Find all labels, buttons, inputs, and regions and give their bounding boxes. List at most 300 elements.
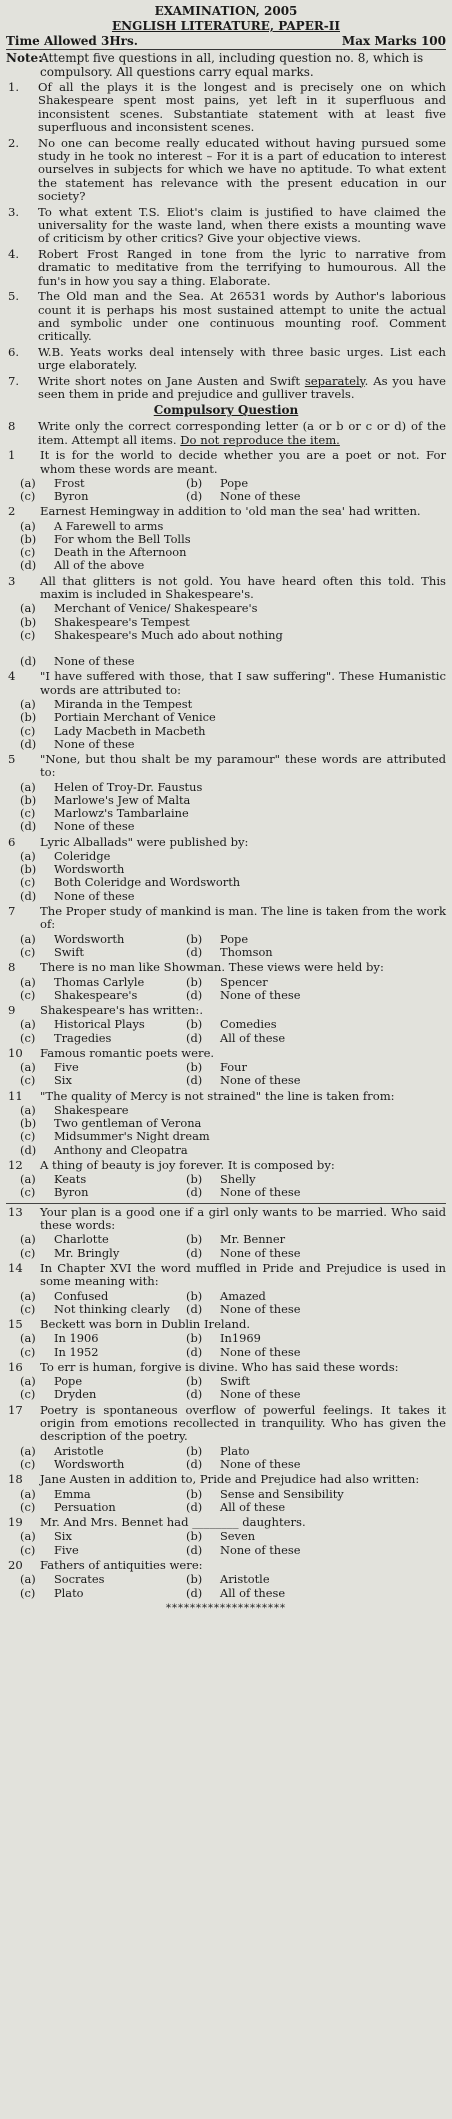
option-letter: (c)	[20, 627, 36, 642]
option-text: All of these	[220, 1499, 286, 1514]
option-text: Midsummer's Night dream	[54, 1129, 210, 1144]
option-row	[6, 1530, 446, 1543]
options	[6, 1488, 446, 1514]
question-text: Mr. And Mrs. Bennet had ________ daughters.	[40, 1515, 306, 1530]
question-item	[6, 137, 446, 204]
option-letter: (a)	[20, 1374, 36, 1389]
option-letter: (b)	[20, 614, 37, 629]
question-text: Jane Austen in addition to, Pride and Prejudice had also written:	[40, 1472, 420, 1487]
option-text: None of these	[220, 987, 301, 1002]
question-number: 19	[8, 1515, 23, 1530]
end-stars: ********************	[166, 1602, 286, 1614]
question-text: "I have suffered with those, that I saw suffering". These Humanistic words are attributed to:	[40, 669, 446, 697]
note-text: Attempt five questions in all, including question no. 8, which is compulsory. All questions carry equal marks.	[40, 51, 424, 79]
question-text-part: Write short notes on Jane Austen and Swift	[38, 373, 305, 388]
paper-title: ENGLISH LITERATURE, PAPER-II	[111, 19, 341, 33]
option-row	[6, 629, 446, 642]
question-number: 5.	[8, 289, 20, 304]
option-letter: (d)	[20, 819, 37, 834]
options	[6, 1375, 446, 1401]
options	[6, 1018, 446, 1044]
question-number: 8	[8, 960, 16, 975]
mcq-stem	[6, 670, 446, 697]
option-row	[6, 602, 446, 615]
mcq-stem	[6, 1361, 446, 1374]
question-number: 5	[8, 752, 16, 767]
option-text: Marlowe's Jew of Malta	[54, 793, 191, 808]
option-text: Mr. Benner	[220, 1232, 286, 1247]
mcq-item	[6, 1004, 446, 1045]
option-row	[6, 711, 446, 724]
question-number: 6	[8, 834, 16, 849]
option-letter: (a)	[20, 1443, 36, 1458]
option-letter: (b)	[20, 1116, 37, 1131]
option-letter: (a)	[20, 1572, 36, 1587]
question-item	[6, 81, 446, 135]
option-text: Coleridge	[54, 849, 111, 864]
time-allowed: Time Allowed 3Hrs.	[6, 34, 138, 48]
option-letter: (d)	[20, 1142, 37, 1157]
mcq-item	[6, 1047, 446, 1088]
mcq-item	[6, 505, 446, 572]
option-text: All of the above	[54, 558, 145, 573]
option-letter: (b)	[186, 1172, 203, 1187]
mcq-stem	[6, 1473, 446, 1486]
options	[6, 602, 446, 668]
option-text: Thomson	[220, 944, 273, 959]
option-row	[6, 989, 446, 1002]
option-letter: (a)	[20, 779, 36, 794]
option-text: Thomas Carlyle	[54, 974, 145, 989]
options	[6, 1104, 446, 1157]
option-letter: (b)	[186, 974, 203, 989]
option-text: None of these	[54, 736, 135, 751]
option-text: Charlotte	[54, 1232, 109, 1247]
options	[6, 781, 446, 834]
option-text: A Farewell to arms	[54, 518, 164, 533]
question-number: 8	[8, 419, 16, 434]
question-text: Your plan is a good one if a girl only wants to be married. Who said these words:	[40, 1204, 446, 1232]
option-text: Plato	[220, 1443, 250, 1458]
mcq-stem	[6, 1004, 446, 1017]
question-number: 9	[8, 1002, 16, 1017]
option-text: Helen of Troy-Dr. Faustus	[54, 779, 203, 794]
option-letter: (b)	[186, 1331, 203, 1346]
option-row	[6, 1290, 446, 1303]
option-text: All of these	[220, 1030, 286, 1045]
mcq-item	[6, 1516, 446, 1557]
mcq-stem	[6, 1516, 446, 1529]
question-item	[6, 248, 446, 288]
option-letter: (c)	[20, 1301, 36, 1316]
option-letter: (c)	[20, 1387, 36, 1402]
mcq-stem	[6, 905, 446, 932]
option-text: Amazed	[220, 1288, 266, 1303]
mcq-item	[6, 1473, 446, 1514]
option-letter: (c)	[20, 1344, 36, 1359]
option-letter: (c)	[20, 1185, 36, 1200]
question-text: It is for the world to decide whether you are a poet or not. For whom these words are meant.	[40, 448, 446, 476]
option-row	[6, 890, 446, 903]
option-row	[6, 1130, 446, 1143]
option-text: Wordsworth	[54, 1457, 125, 1472]
question-item	[6, 290, 446, 344]
options	[6, 1445, 446, 1471]
option-text: Not thinking clearly	[54, 1301, 170, 1316]
option-letter: (b)	[186, 475, 203, 490]
option-text: In 1906	[54, 1331, 99, 1346]
options	[6, 1290, 446, 1316]
option-text: Wordsworth	[54, 931, 125, 946]
question-text: Of all the plays it is the longest and is precisely one on which Shakespeare spent most pains, yet left in it superfluous and inconsistent scenes. Substantiate statement with at least five superfluous and inconsistent scenes.	[38, 80, 446, 135]
option-text: Shelly	[220, 1172, 256, 1187]
question-number: 6.	[8, 344, 20, 359]
option-letter: (c)	[20, 987, 36, 1002]
option-letter: (b)	[186, 1529, 203, 1544]
question-item	[6, 206, 446, 246]
options	[6, 1573, 446, 1599]
option-text: Persuation	[54, 1499, 116, 1514]
mcq-stem	[6, 1559, 446, 1572]
option-letter: (b)	[186, 1288, 203, 1303]
option-text: Four	[220, 1060, 247, 1075]
option-text: Spencer	[220, 974, 268, 989]
option-text: Aristotle	[54, 1443, 104, 1458]
option-letter: (d)	[186, 1457, 203, 1472]
option-letter: (b)	[186, 1232, 203, 1247]
option-letter: (c)	[20, 1245, 36, 1260]
option-text: Seven	[220, 1529, 256, 1544]
option-letter: (c)	[20, 545, 36, 560]
option-letter: (d)	[20, 736, 37, 751]
option-letter: (d)	[186, 1387, 203, 1402]
option-text: In 1952	[54, 1344, 99, 1359]
option-text: Pope	[220, 475, 249, 490]
option-text: None of these	[220, 1542, 301, 1557]
option-row	[6, 725, 446, 738]
question-text-part: . As you have seen them in pride and prejudice and gulliver travels.	[38, 373, 446, 401]
option-letter: (c)	[20, 1585, 36, 1600]
option-letter: (c)	[20, 1542, 36, 1557]
option-row	[6, 1488, 446, 1501]
options	[6, 1061, 446, 1087]
option-letter: (a)	[20, 697, 36, 712]
option-letter: (c)	[20, 1457, 36, 1472]
mcq-item	[6, 449, 446, 503]
option-text: None of these	[220, 1185, 301, 1200]
question-text	[38, 375, 446, 402]
mcq-item	[6, 1404, 446, 1472]
option-row	[6, 1573, 446, 1586]
mcq-item	[6, 1090, 446, 1157]
option-text: Frost	[54, 475, 85, 490]
mcq-item	[6, 836, 446, 903]
option-text: Tragedies	[54, 1030, 112, 1045]
option-row	[6, 946, 446, 959]
option-row	[6, 1501, 446, 1514]
exam-note	[6, 51, 446, 79]
option-text: Sense and Sensibility	[220, 1486, 344, 1501]
option-letter: (d)	[186, 944, 203, 959]
question-number: 2.	[8, 135, 20, 150]
option-text: None of these	[220, 489, 301, 504]
mcq-stem	[6, 505, 446, 518]
essay-questions	[6, 81, 446, 401]
option-text: Plato	[54, 1585, 84, 1600]
question-text: Lyric Alballads" were published by:	[40, 834, 249, 849]
mcq-stem	[6, 1318, 446, 1331]
mcq-stem	[6, 836, 446, 849]
mcq-stem	[6, 575, 446, 602]
option-letter: (a)	[20, 1102, 36, 1117]
option-letter: (a)	[20, 518, 36, 533]
compulsory-title: Compulsory Question	[153, 403, 299, 418]
option-row	[6, 1186, 446, 1199]
option-text: Swift	[54, 944, 84, 959]
option-letter: (a)	[20, 1486, 36, 1501]
instruction-text: Write only the correct corresponding letter (a or b or c or d) of the item. Attempt all items.	[38, 419, 446, 447]
mcq-stem	[6, 753, 446, 780]
option-letter: (b)	[20, 862, 37, 877]
question-text: A thing of beauty is joy forever. It is composed by:	[40, 1157, 335, 1172]
option-row	[6, 1332, 446, 1345]
option-letter: (d)	[186, 1245, 203, 1260]
option-letter: (c)	[20, 1129, 36, 1144]
option-letter: (c)	[20, 723, 36, 738]
option-text: Pope	[220, 931, 249, 946]
option-row	[6, 1018, 446, 1031]
option-letter: (b)	[20, 793, 37, 808]
option-text: Marlowz's Tambarlaine	[54, 806, 189, 821]
mcq-item	[6, 575, 446, 669]
mcq-stem	[6, 1262, 446, 1289]
option-letter: (d)	[186, 1030, 203, 1045]
question-text: To err is human, forgive is divine. Who has said these words:	[40, 1359, 399, 1374]
option-letter: (c)	[20, 875, 36, 890]
question-number: 2	[8, 504, 16, 519]
option-text: Keats	[54, 1172, 87, 1187]
option-row	[6, 1032, 446, 1045]
option-letter: (a)	[20, 974, 36, 989]
options	[6, 1530, 446, 1556]
question-text: Beckett was born in Dublin Ireland.	[40, 1317, 251, 1332]
option-letter: (c)	[20, 1499, 36, 1514]
option-text: Confused	[54, 1288, 109, 1303]
option-letter: (c)	[20, 944, 36, 959]
option-text: None of these	[54, 888, 135, 903]
question-text: Robert Frost Ranged in tone from the lyric to narrative from dramatic to meditative from the terrifying to humourous. All the fun's in how you say a thing. Elaborate.	[38, 246, 446, 288]
option-text: For whom the Bell Tolls	[54, 531, 191, 546]
option-text: Shakespeare	[54, 1102, 129, 1117]
option-letter: (a)	[20, 849, 36, 864]
option-letter: (d)	[186, 489, 203, 504]
question-number: 13	[8, 1204, 23, 1219]
options	[6, 698, 446, 751]
question-text: "The quality of Mercy is not strained" the line is taken from:	[40, 1088, 395, 1103]
question-number: 12	[8, 1157, 23, 1172]
option-letter: (a)	[20, 1288, 36, 1303]
option-text: Shakespeare's Tempest	[54, 614, 190, 629]
option-text: Swift	[220, 1374, 250, 1389]
mcq-stem	[6, 1047, 446, 1060]
question-text: Shakespeare's has written:.	[40, 1002, 204, 1017]
question-number: 10	[8, 1045, 23, 1060]
option-row	[6, 1544, 446, 1557]
option-text: Death in the Afternoon	[54, 545, 187, 560]
option-row	[6, 490, 446, 503]
question-number: 4	[8, 669, 16, 684]
question-text: To what extent T.S. Eliot's claim is justified to have claimed the universality for the waste land, when there exists a mounting wave of criticism by other critics? Give your objective views.	[38, 204, 446, 246]
option-text: Shakespeare's	[54, 987, 138, 1002]
question-number: 17	[8, 1402, 23, 1417]
option-text: Mr. Bringly	[54, 1245, 120, 1260]
question-number: 16	[8, 1359, 23, 1374]
compulsory-instruction	[6, 420, 446, 447]
option-text: Shakespeare's Much ado about nothing	[54, 627, 283, 642]
option-row	[6, 1144, 446, 1157]
option-row	[6, 820, 446, 833]
option-letter: (a)	[20, 1232, 36, 1247]
note-label: Note:	[6, 51, 43, 65]
option-row	[6, 655, 446, 668]
question-number: 4.	[8, 246, 20, 261]
question-number: 7.	[8, 373, 20, 388]
option-row	[6, 1388, 446, 1401]
question-text: "None, but thou shalt be my paramour" these words are attributed to:	[40, 752, 446, 780]
question-number: 14	[8, 1260, 23, 1275]
option-row	[6, 933, 446, 946]
mcq-item	[6, 1206, 446, 1260]
option-text: Comedies	[220, 1017, 277, 1032]
mcq-item	[6, 905, 446, 959]
mcq-stem	[6, 1206, 446, 1233]
option-text: None of these	[220, 1387, 301, 1402]
option-letter: (a)	[20, 601, 36, 616]
question-number: 11	[8, 1088, 23, 1103]
instruction-emphasis: Do not reproduce the item.	[180, 432, 340, 447]
mcq-item	[6, 1262, 446, 1316]
option-letter: (b)	[186, 1486, 203, 1501]
mcq-item	[6, 961, 446, 1002]
question-item	[6, 375, 446, 402]
options	[6, 976, 446, 1002]
option-row	[6, 1233, 446, 1246]
option-text: None of these	[220, 1457, 301, 1472]
mcq-item	[6, 1159, 446, 1200]
exam-title: EXAMINATION, 2005	[154, 4, 298, 18]
option-letter: (c)	[20, 1030, 36, 1045]
question-text: The Proper study of mankind is man. The line is taken from the work of:	[40, 903, 446, 932]
option-letter: (a)	[20, 1017, 36, 1032]
mcq-stem	[6, 449, 446, 476]
option-row	[6, 1303, 446, 1316]
option-row	[6, 559, 446, 572]
option-letter: (b)	[186, 1017, 203, 1032]
question-text: Earnest Hemingway in addition to 'old man the sea' had written.	[40, 504, 421, 519]
mcq-item	[6, 753, 446, 834]
option-row	[6, 616, 446, 629]
option-letter: (a)	[20, 1172, 36, 1187]
question-text: No one can become really educated without having pursued some study in he took no interest – For it is a part of education to interest ourselves in subjects for which we have no aptitude. To what extent the statement has relevance with the present education in our society?	[38, 135, 446, 204]
option-text: Five	[54, 1060, 79, 1075]
mcq-item	[6, 1361, 446, 1402]
option-letter: (b)	[186, 1374, 203, 1389]
options	[6, 933, 446, 959]
option-letter: (a)	[20, 1060, 36, 1075]
mcq-stem	[6, 1090, 446, 1103]
option-letter: (b)	[186, 931, 203, 946]
option-letter: (a)	[20, 1331, 36, 1346]
option-text: Both Coleridge and Wordsworth	[54, 875, 241, 890]
question-number: 15	[8, 1317, 23, 1332]
mcq-list	[6, 449, 446, 1600]
option-row	[6, 1587, 446, 1600]
question-text: Poetry is spontaneous overflow of powerful feelings. It takes it origin from emotions recollected in tranquility. Who has given the description of the poetry.	[40, 1402, 446, 1444]
options	[6, 1332, 446, 1358]
option-text: Historical Plays	[54, 1017, 145, 1032]
mcq-stem	[6, 961, 446, 974]
option-row	[6, 738, 446, 751]
question-item	[6, 346, 446, 373]
option-text: Six	[54, 1529, 72, 1544]
option-letter: (d)	[186, 1301, 203, 1316]
exam-meta	[6, 34, 446, 50]
option-letter: (a)	[20, 475, 36, 490]
option-text: Merchant of Venice/ Shakespeare's	[54, 601, 258, 616]
option-text: Emma	[54, 1486, 91, 1501]
option-text: None of these	[220, 1073, 301, 1088]
option-text: All of these	[220, 1585, 286, 1600]
mcq-stem	[6, 1159, 446, 1172]
option-letter: (c)	[20, 1073, 36, 1088]
option-row	[6, 976, 446, 989]
question-number: 3.	[8, 204, 20, 219]
option-row	[6, 1346, 446, 1359]
option-text: Lady Macbeth in Macbeth	[54, 723, 206, 738]
option-letter: (d)	[186, 987, 203, 1002]
mcq-stem	[6, 1404, 446, 1444]
question-text: Famous romantic poets were.	[40, 1045, 215, 1060]
question-text: The Old man and the Sea. At 26531 words by Author's laborious count it is perhaps his most sustained attempt to unite the actual and symbolic under one continuous mounting roof. Comment critically.	[38, 289, 446, 344]
option-letter: (b)	[186, 1060, 203, 1075]
option-row	[6, 876, 446, 889]
option-text: Socrates	[54, 1572, 105, 1587]
option-text: None of these	[220, 1245, 301, 1260]
option-letter: (d)	[20, 558, 37, 573]
mcq-item	[6, 1318, 446, 1359]
question-number: 18	[8, 1472, 23, 1487]
option-text: In1969	[220, 1331, 261, 1346]
option-text: Dryden	[54, 1387, 97, 1402]
option-letter: (d)	[186, 1344, 203, 1359]
option-text: None of these	[220, 1301, 301, 1316]
option-text: None of these	[54, 819, 135, 834]
question-number: 20	[8, 1557, 23, 1572]
question-text: All that glitters is not gold. You have heard often this told. This maxim is included in Shakespeare's.	[40, 573, 446, 601]
option-letter: (d)	[20, 888, 37, 903]
section-divider	[6, 1203, 446, 1204]
option-row	[6, 1247, 446, 1260]
option-text: Pope	[54, 1374, 83, 1389]
option-text: Wordsworth	[54, 862, 125, 877]
question-text: W.B. Yeats works deal intensely with three basic urges. List each urge elaborately.	[38, 344, 446, 373]
option-letter: (c)	[20, 806, 36, 821]
option-text: Two gentleman of Verona	[54, 1116, 202, 1131]
question-emphasis: separately	[304, 373, 365, 388]
option-letter: (a)	[20, 931, 36, 946]
option-text: Byron	[54, 489, 89, 504]
option-text: Aristotle	[220, 1572, 270, 1587]
